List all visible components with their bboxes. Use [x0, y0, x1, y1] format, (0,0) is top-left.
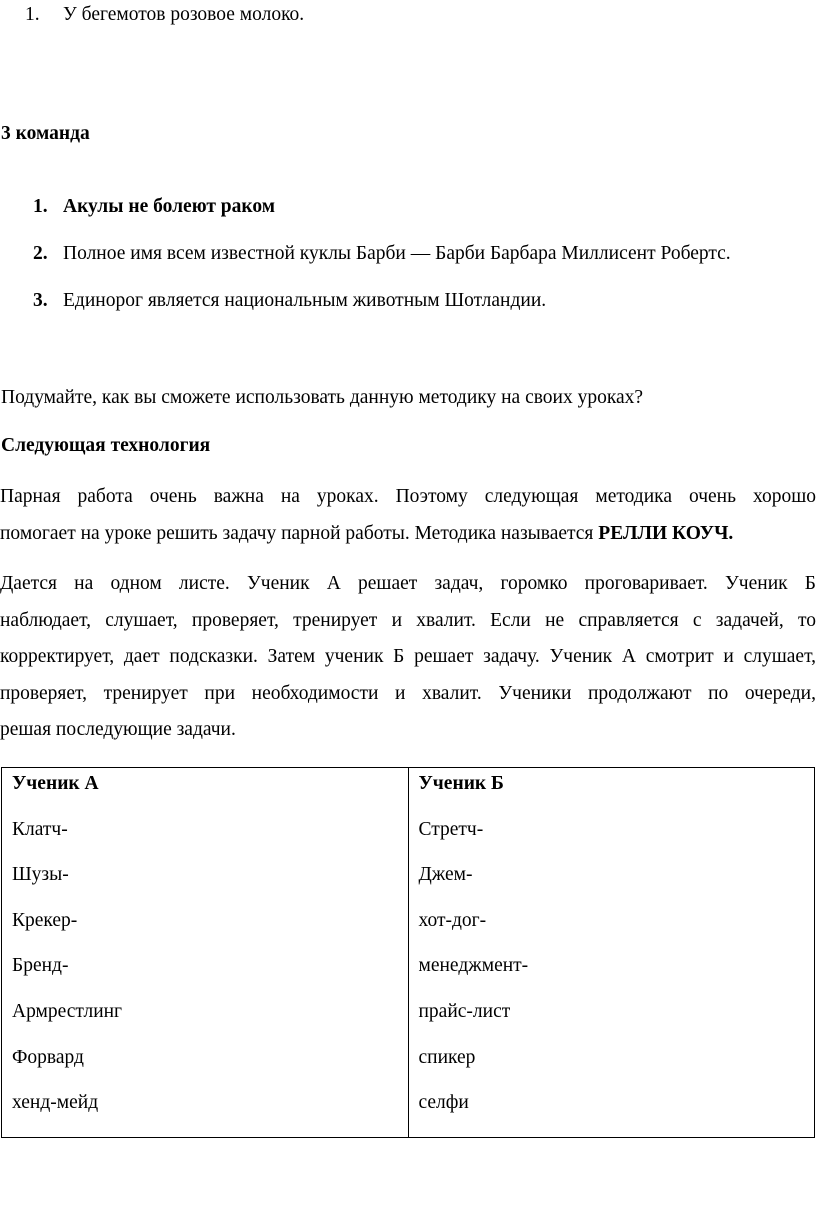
team-heading: 3 команда [1, 123, 90, 144]
paragraph-line: наблюдает, слушает, проверяет, тренирует и хвалит. Если не справляется с задачей, то [0, 609, 816, 631]
team-item-number: 3. [33, 290, 48, 311]
table-cell: Шузы- [12, 864, 69, 886]
team-item-text: Акулы не болеют раком [63, 196, 276, 217]
team-item-text: Полное имя всем известной куклы Барби — Барби Барбара Миллисент Робертс. [63, 243, 731, 264]
question-text: Подумайте, как вы сможете использовать данную методику на своих уроках? [1, 387, 644, 408]
team-item-number: 2. [33, 243, 48, 264]
table-cell: спикер [418, 1046, 476, 1068]
paragraph-line: решая последующие задачи. [0, 719, 236, 740]
paragraph-line-text: помогает на уроке решить задачу парной работы. Методика называется [0, 522, 599, 544]
paragraph-method-description [0, 566, 816, 749]
table-column-a [2, 768, 409, 1138]
team-item-text: Единорог является национальным животным Шотландии. [63, 290, 547, 311]
table-cell: Крекер- [12, 909, 78, 931]
top-list-text: У бегемотов розовое молоко. [63, 4, 305, 25]
table-column-b [408, 768, 815, 1138]
paragraph-pair-work [0, 479, 816, 552]
method-name: РЕЛЛИ КОУЧ. [598, 522, 734, 544]
team-item-number: 1. [33, 196, 48, 217]
top-list-number: 1. [25, 4, 40, 25]
table-cell: хенд-мейд [12, 1092, 99, 1114]
table-cell: селфи [418, 1092, 469, 1114]
table-cell: прайс-лист [418, 1000, 511, 1022]
paragraph-line: корректирует, дает подсказки. Затем ученик Б решает задачу. Ученик А смотрит и слушает, [0, 646, 816, 667]
table-cell: Джем- [418, 864, 473, 886]
paragraph-line: проверяет, тренирует при необходимости и хвалит. Ученики продолжают по очереди, [0, 682, 816, 704]
table-header: Ученик А [12, 773, 99, 794]
table-cell: Армрестлинг [12, 1000, 123, 1022]
table-cell: Бренд- [12, 955, 69, 977]
table-cell: Стретч- [418, 818, 484, 840]
table-header: Ученик Б [418, 773, 504, 794]
table-row [2, 768, 815, 1138]
next-technology-heading: Следующая технология [1, 435, 211, 456]
table-cell: хот-дог- [418, 909, 487, 931]
table-cell: менеджмент- [418, 955, 529, 977]
paragraph-line [0, 516, 816, 553]
table-cell: Клатч- [12, 818, 68, 840]
paragraph-line: Парная работа очень важна на уроках. Поэтому следующая методика очень хорошо [0, 486, 816, 507]
words-table [1, 767, 815, 1138]
paragraph-line: Дается на одном листе. Ученик А решает задач, горомко проговаривает. Ученик Б [0, 573, 816, 594]
table-cell: Форвард [12, 1046, 84, 1068]
